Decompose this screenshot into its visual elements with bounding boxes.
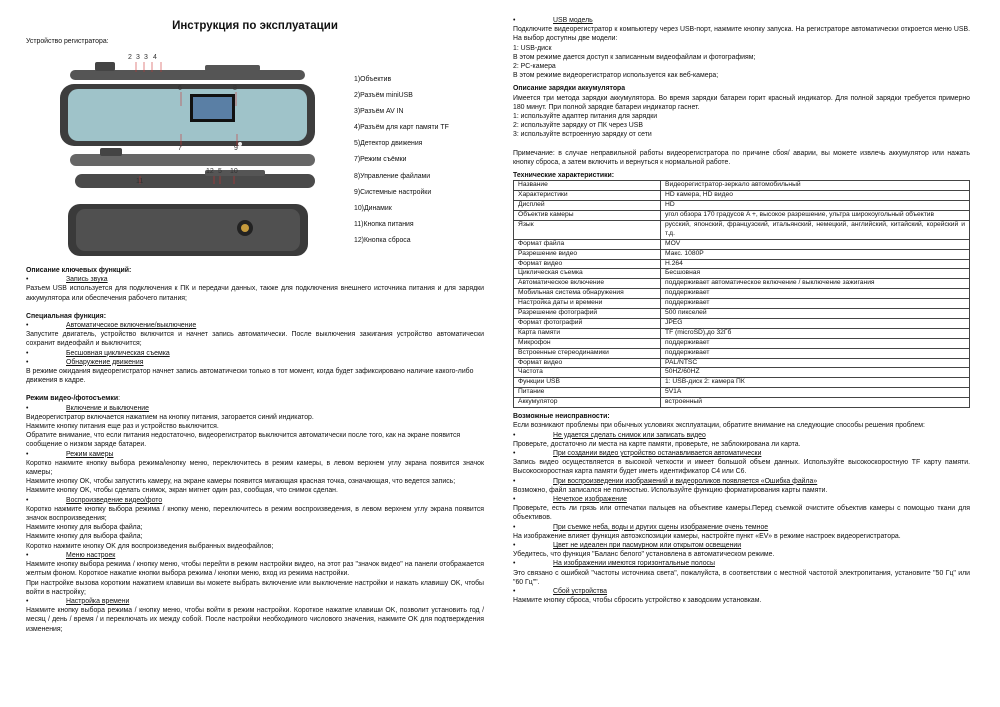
- paragraph: Запустите двигатель, устройство включится и начнет запись автоматически. После выключения зажигания устройство автоматически сохранит видеофайл и выключится;: [26, 331, 484, 348]
- spec-name-cell: Функции USB: [514, 378, 661, 388]
- callout-3b: 3: [144, 54, 148, 61]
- bullet-item: • Обнаружение движения: [26, 358, 144, 366]
- paragraph: Коротко нажмите кнопку OK для воспроизведения выбранных видеофайлов;: [26, 542, 274, 550]
- paragraph: 3: используйте встроенную зарядку от сети: [513, 131, 652, 139]
- fault-bullet: • При съемке неба, воды и других сцены изображение очень темное: [513, 523, 769, 531]
- paragraph: Нажмите кнопку выбора режима / кнопку меню, чтобы перейти в режим настройки видео, на этот раз "значок видео" на панели отображается желтым фоном. Короткое нажатие кнопки выбора режима / кнопки меню, вход из режима настройки.: [26, 561, 484, 578]
- paragraph: Коротко нажмите кнопку выбора режима / кнопку меню, переключитесь в режим воспроизведения, в левом верхнем углу экрана появится значок воспроизведения;: [26, 505, 484, 523]
- spec-name-cell: Объектив камеры: [514, 210, 661, 220]
- bullet-item: • Автоматическое включение/выключение: [26, 322, 197, 330]
- fault-title: При создании видео устройство останавливается автоматически: [553, 449, 762, 457]
- paragraph: Если возникают проблемы при обычных условиях эксплуатации, обратите внимание на следующие способы решения проблем:: [513, 422, 925, 430]
- paragraph: Нажмите кнопку OK, чтобы запустить камеру, на экране камеры появится мигающая красная точка, означающая, что ведется запись;: [26, 478, 456, 486]
- callout-8: 8: [233, 85, 237, 92]
- paragraph: Имеется три метода зарядки аккумулятора. Во время зарядки батареи горит красный индикатор. Для полной зарядки требуется примерно 180 минут. При полной зарядке батареи индикатор гаснет.: [513, 94, 970, 111]
- fault-bullet: • На изображении имеются горизонтальные полосы: [513, 560, 715, 568]
- fault-text: Проверьте, достаточно ли места на карте памяти, проверьте, не заблокирована ли карта.: [513, 440, 801, 448]
- paragraph: 1: используйте адаптер питания для зарядки: [513, 113, 658, 121]
- fault-title: Нечеткое изображение: [553, 495, 627, 503]
- legend-item: 12)Кнопка сброса: [354, 236, 411, 244]
- callout-7: 7: [178, 145, 182, 152]
- spec-value-cell: русский, японский, французский, итальянский, немецкий, английский, китайский, корейский и т.д.: [661, 220, 970, 239]
- spec-name-cell: Карта памяти: [514, 328, 661, 338]
- key-functions-heading: Описание ключевых функций:: [26, 267, 132, 274]
- page-title: Инструкция по эксплуатации: [172, 20, 338, 32]
- table-row: [514, 249, 970, 259]
- bullet-item: • USB модель: [513, 17, 593, 24]
- note-paragraph: Примечание: в случае неправильной работы видеорегистратора по причине сбоя/ аварии, вы можете извлечь аккумулятор или нажать кнопку сброса, а затем включить и вернуться к нормальной работе.: [513, 149, 970, 166]
- paragraph: Нажмите кнопку для выбора файла;: [26, 524, 143, 532]
- spec-value-cell: TF (microSD),до 32Гб: [661, 328, 970, 338]
- fault-title: Сбой устройства: [553, 587, 608, 595]
- table-row: [514, 338, 970, 348]
- callout-11: 11: [136, 178, 144, 185]
- fault-bullet: • Нечеткое изображение: [513, 495, 627, 503]
- legend-item: 3)Разъём AV IN: [354, 108, 404, 116]
- paragraph: Нажмите кнопку OK, чтобы сделать снимок, экран мигнет один раз, сообщая, что снимок сделан.: [26, 487, 338, 495]
- bullet-item: • Настройка времени: [26, 597, 130, 605]
- spec-value-cell: поддерживает: [661, 338, 970, 348]
- table-row: [514, 348, 970, 358]
- special-heading: Специальная функция:: [26, 312, 106, 320]
- fault-title: Цвет не идеален при пасмурном или открытом освещении: [553, 541, 742, 549]
- spec-name-cell: Формат видео: [514, 259, 661, 269]
- spec-name-cell: Встроенные стереодинамики: [514, 348, 661, 358]
- table-row: [514, 299, 970, 309]
- table-row: [514, 328, 970, 338]
- spec-value-cell: Бесшовная: [661, 269, 970, 279]
- table-row: [514, 181, 970, 191]
- spec-name-cell: Разрешение видео: [514, 249, 661, 259]
- callout-5: 5: [218, 168, 222, 175]
- paragraph: Обратите внимание, что если питания недостаточно, видеорегистратор выключится автоматически после того, как на экране появится сообщение о низком заряде батареи.: [26, 432, 461, 449]
- legend-item: 11)Кнопка питания: [354, 220, 414, 228]
- spec-value-cell: HD камера, HD видео: [661, 191, 970, 201]
- paragraph: Коротко нажмите кнопку выбора режима/кнопку меню, переключитесь в режим камеры, в левом верхнем углу экрана появится значок камеры;: [26, 459, 484, 477]
- legend-item: 8)Управление файлами: [354, 172, 431, 180]
- spec-value-cell: MOV: [661, 239, 970, 249]
- table-row: [514, 378, 970, 388]
- spec-name-cell: Характеристики: [514, 191, 661, 201]
- spec-value-cell: угол обзора 170 градусов A +, высокое разрешение, ультра широкоугольный объектив: [661, 210, 970, 220]
- fault-bullet: • Не удается сделать снимок или записать видео: [513, 431, 706, 439]
- fault-bullet: • Сбой устройства: [513, 587, 608, 595]
- fault-text: Убедитесь, что функция "Баланс белого" установлена в автоматическом режиме.: [513, 551, 775, 559]
- bullet-item: • Воспроизведение видео/фото: [26, 496, 163, 504]
- fault-text: Нажмите кнопку сброса, чтобы сбросить устройство к заводским установкам.: [513, 597, 762, 605]
- paragraph: 2: используйте зарядку от ПК через USB: [513, 122, 643, 130]
- paragraph: Подключите видеорегистратор к компьютеру через USB-порт, нажмите кнопку запуска. На регистраторе автоматически откроется меню USB. На выбор доступны две модели:: [513, 26, 970, 43]
- spec-name-cell: Дисплей: [514, 201, 661, 211]
- legend-item: 7)Режим съёмки: [354, 156, 407, 164]
- right-column: [513, 16, 970, 605]
- bullet-item: • Включение и выключение: [26, 404, 149, 412]
- spec-name-cell: Формат файла: [514, 239, 661, 249]
- table-row: [514, 289, 970, 299]
- table-row: [514, 239, 970, 249]
- callout-10: 10: [230, 168, 238, 175]
- spec-value-cell: поддерживает: [661, 299, 970, 309]
- fault-text: Это связано с ошибкой "частоты источника света", пожалуйста, в соответствии с местной частотой электропитания, установите "50 Гц" или "60 Гц"".: [513, 569, 970, 586]
- table-row: [514, 309, 970, 319]
- fault-title: При воспроизведении изображений и видеороликов появляется «Ошибка файла»: [553, 477, 818, 485]
- fault-title: На изображении имеются горизонтальные полосы: [553, 560, 715, 568]
- bullet-item: • Режим камеры: [26, 450, 114, 458]
- callout-6: 6: [178, 85, 182, 92]
- device-label: Устройство регистратора:: [26, 38, 109, 45]
- spec-value-cell: JPEG: [661, 318, 970, 328]
- fault-text: Проверьте, есть ли грязь или отпечатки пальцев на объективе камеры.Перед съемкой очистите объектив камеры с помощью ткани для объективов.: [513, 505, 970, 522]
- table-row: [514, 279, 970, 289]
- spec-value-cell: встроенный: [661, 398, 970, 408]
- faults-heading: Возможные неисправности:: [513, 413, 610, 421]
- bullet-item: • Меню настроек: [26, 551, 116, 559]
- spec-name-cell: Автоматическое включение: [514, 279, 661, 289]
- spec-value-cell: поддерживает: [661, 289, 970, 299]
- fault-text: Возможно, файл записался не полностью. Используйте функцию форматирования карты памяти.: [513, 486, 828, 494]
- faults-list: [513, 431, 970, 606]
- spec-value-cell: H.264: [661, 259, 970, 269]
- table-row: [514, 269, 970, 279]
- table-row: [514, 220, 970, 239]
- table-row: [514, 210, 970, 220]
- legend-item: 9)Системные настройки: [354, 188, 432, 196]
- spec-name-cell: Формат фотографий: [514, 318, 661, 328]
- callout-9: 9: [234, 145, 238, 152]
- fault-bullet: • При воспроизведении изображений и видеороликов появляется «Ошибка файла»: [513, 477, 818, 485]
- table-row: [514, 191, 970, 201]
- fault-title: При съемке неба, воды и других сцены изображение очень темное: [553, 523, 769, 531]
- spec-name-cell: Аккумулятор: [514, 398, 661, 408]
- spec-name-cell: Разрешение фотографий: [514, 309, 661, 319]
- spec-name-cell: Язык: [514, 220, 661, 239]
- charge-heading: Описание зарядки аккумулятора: [513, 85, 626, 93]
- table-row: [514, 368, 970, 378]
- paragraph: В режиме ожидания видеорегистратор начнет запись автоматически только в тот момент, когда будет зафиксировано наличие какого-либо движения в кадре.: [26, 368, 474, 385]
- spec-name-cell: Название: [514, 181, 661, 191]
- table-row: [514, 358, 970, 368]
- spec-name-cell: Питание: [514, 388, 661, 398]
- paragraph: Разъем USB используется для подключения к ПК и передачи данных, также для подключения внешнего источника питания и для зарядки аккумулятора или обеспечения рабочего питания;: [26, 285, 484, 302]
- paragraph: Нажмите кнопку питания еще раз и устройство выключится.: [26, 423, 219, 431]
- paragraph: При настройке вызова коротким нажатием клавиши вы можете выбрать включение или выключение настройки и нажать клавишу OK, чтобы войти в настройку;: [26, 579, 484, 596]
- spec-value-cell: Макс. 1080P: [661, 249, 970, 259]
- video-mode-heading: Режим видео-/фотосъемки:: [26, 395, 120, 403]
- table-row: [514, 388, 970, 398]
- spec-name-cell: Частота: [514, 368, 661, 378]
- specs-table: [513, 180, 970, 408]
- spec-value-cell: PAL/NTSC: [661, 358, 970, 368]
- fault-bullet: • Цвет не идеален при пасмурном или открытом освещении: [513, 541, 742, 549]
- bullet-item: • Бесшовная циклическая съемка: [26, 349, 170, 357]
- spec-name-cell: Настройка даты и времени: [514, 299, 661, 309]
- spec-value-cell: 1: USB-диск 2: камера ПК: [661, 378, 970, 388]
- spec-value-cell: поддерживает: [661, 348, 970, 358]
- fault-text: На изображение влияет функция автоэкспозиции камеры, настройте пункт «EV» в режиме настроек видеорегистратора.: [513, 532, 901, 540]
- paragraph: 2: PC-камера: [513, 63, 556, 71]
- bullet-item: • Запись звука: [26, 276, 108, 284]
- parts-legend: [354, 72, 449, 249]
- left-body: [26, 266, 484, 634]
- table-row: [514, 318, 970, 328]
- spec-value-cell: поддерживает автоматическое включение / выключение зажигания: [661, 279, 970, 289]
- legend-item: 5)Детектор движения: [354, 140, 423, 148]
- specs-heading: Технические характеристики:: [513, 172, 615, 180]
- spec-value-cell: 50HZ/60HZ: [661, 368, 970, 378]
- device-figure: [40, 52, 340, 262]
- table-row: [514, 259, 970, 269]
- callout-3: 3: [136, 54, 140, 61]
- callout-12: 12: [206, 168, 214, 175]
- spec-value-cell: 500 пикселей: [661, 309, 970, 319]
- fault-text: Запись видео осуществляется в высокой четкости и имеет большой объем данных. Используйте высокоскоростную TF карту памяти. Высокоскоростная карта памяти будет иметь идентификатор C4 или C6.: [513, 459, 970, 476]
- legend-item: 2)Разъём miniUSB: [354, 92, 413, 100]
- callout-4: 4: [153, 54, 157, 61]
- paragraph: В этом режиме видеорегистратор используется как веб-камера;: [513, 72, 719, 80]
- fault-title: Не удается сделать снимок или записать видео: [553, 431, 706, 439]
- paragraph: Видеорегистратор включается нажатием на кнопку питания, загорается синий индикатор.: [26, 413, 314, 421]
- spec-value-cell: HD: [661, 201, 970, 211]
- legend-item: 4)Разъём для карт памяти TF: [354, 124, 449, 132]
- legend-item: 10)Динамик: [354, 204, 392, 212]
- paragraph: Нажмите кнопку выбора режима / кнопку меню, чтобы войти в режим настройки. Короткое нажатие клавиши OK, позволит установить год / месяц / день / время / и переключать их между собой. После настройки необходимого числового значения, нажмите OK для подтверждения изменения;: [26, 607, 484, 633]
- spec-name-cell: Мобильная система обнаружения: [514, 289, 661, 299]
- left-column: [26, 0, 484, 46]
- table-row: [514, 398, 970, 408]
- spec-value-cell: Видеорегистратор-зеркало автомобильный: [661, 181, 970, 191]
- spec-name-cell: Циклическая съемка: [514, 269, 661, 279]
- paragraph: В этом режиме дается доступ к записанным видеофайлам и фотографиям;: [513, 53, 756, 61]
- spec-name-cell: Формат видео: [514, 358, 661, 368]
- legend-item: 1)Объектив: [354, 76, 392, 83]
- spec-name-cell: Микрофон: [514, 338, 661, 348]
- callout-2: 2: [128, 54, 132, 61]
- fault-bullet: • При создании видео устройство останавливается автоматически: [513, 449, 762, 457]
- spec-value-cell: 5V1A: [661, 388, 970, 398]
- table-row: [514, 201, 970, 211]
- paragraph: Нажмите кнопку для выбора файла;: [26, 533, 143, 541]
- dashcam-mirror-illustration: [40, 52, 340, 262]
- paragraph: 1: USB-диск: [513, 44, 552, 52]
